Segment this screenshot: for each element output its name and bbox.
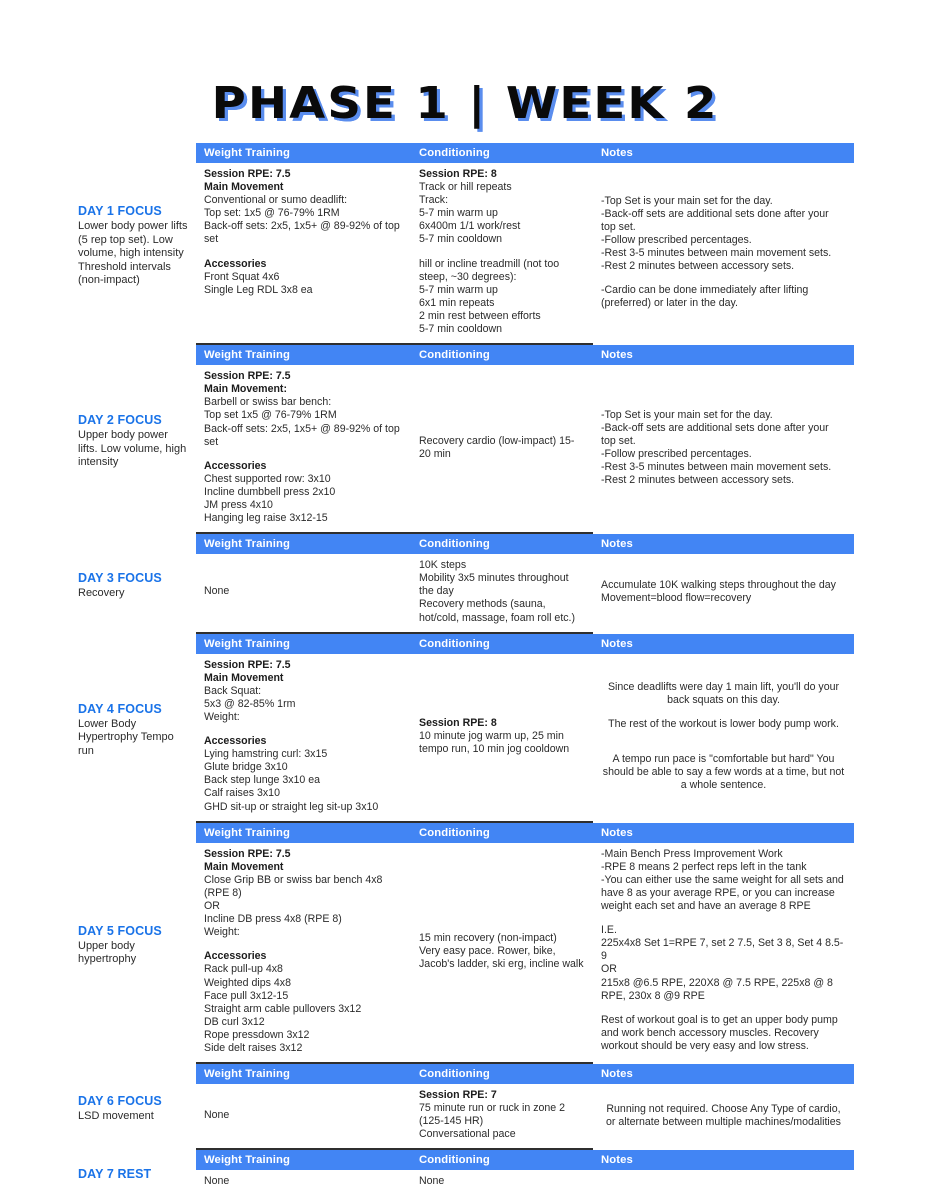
- day-table: [196, 823, 854, 1064]
- day-focus: [78, 534, 196, 601]
- column-header-notes: Notes: [593, 634, 854, 654]
- day-focus-title: DAY 6 FOCUS: [78, 1094, 162, 1109]
- column-header-notes: Notes: [593, 143, 854, 163]
- cell-conditioning: Session RPE: 7 75 minute run or ruck in zone 2 (125-145 HR) Conversational pace: [411, 1084, 593, 1149]
- table-row: [196, 654, 854, 822]
- table-header-row: [196, 143, 854, 163]
- cell-weight-training: Session RPE: 7.5 Main Movement Conventional or sumo deadlift: Top set: 1x5 @ 76-79% 1RM Back-off sets: 2x5, 1x5+ @ 89-92% of top set Accessories Front Squat 4x6 Single Leg RDL 3x8 ea: [196, 163, 411, 344]
- column-header-notes: Notes: [593, 534, 854, 554]
- table-row: [196, 1170, 854, 1195]
- column-header-conditioning: Conditioning: [411, 1064, 593, 1084]
- day-block: [78, 1064, 854, 1150]
- day-focus-description: Upper body hypertrophy: [78, 939, 137, 966]
- cell-notes: [593, 1170, 854, 1195]
- day-table: [196, 1150, 854, 1195]
- cell-conditioning: Session RPE: 8 Track or hill repeats Track: 5-7 min warm up 6x400m 1/1 work/rest 5-7 min cooldown hill or incline treadmill (not too steep, ~30 degrees): 5-7 min warm up 6x1 min repeats 2 min rest between efforts 5-7 min cooldown: [411, 163, 593, 344]
- day-table: [196, 634, 854, 823]
- day-focus-description: Recovery: [78, 587, 125, 600]
- column-header-weight-training: Weight Training: [196, 345, 411, 365]
- day-block: [78, 534, 854, 633]
- day-focus: [78, 1064, 196, 1124]
- day-focus-title: DAY 4 FOCUS: [78, 701, 162, 716]
- cell-conditioning: 10K steps Mobility 3x5 minutes throughout the day Recovery methods (sauna, hot/cold, massage, foam roll etc.): [411, 554, 593, 632]
- cell-notes: Since deadlifts were day 1 main lift, you'll do your back squats on this day. The rest of the workout is lower body pump work. A tempo run pace is "comfortable but hard" You should be able to say a few words at a time, but not a whole sentence.: [602, 680, 845, 792]
- day-focus-title: DAY 7 REST: [78, 1167, 152, 1182]
- table-row: [196, 554, 854, 632]
- day-block: [78, 1150, 854, 1195]
- column-header-conditioning: Conditioning: [411, 143, 593, 163]
- day-focus: [78, 823, 196, 967]
- day-focus-title: DAY 1 FOCUS: [78, 204, 162, 218]
- page-title: PHASE 1 | WEEK 2: [211, 78, 719, 129]
- day-focus-title: DAY 5 FOCUS: [78, 923, 162, 938]
- column-header-weight-training: Weight Training: [196, 823, 411, 843]
- cell-notes: -Main Bench Press Improvement Work -RPE 8 means 2 perfect reps left in the tank -You can either use the same weight for all sets and have 8 as your average RPE, or you can increase weight each set and have an average 8 RPE I.E. 225x4x8 Set 1=RPE 7, set 2 7.5, Set 3 8, Set 4 8.5-9 OR 215x8 @6.5 RPE, 220X8 @ 7.5 RPE, 225x8 @ 8 RPE, 230x 8 @9 RPE Rest of workout goal is to get an upper body pump and work bench accessory muscles. Recovery workout should be very easy and low stress.: [601, 847, 844, 1052]
- day-block: [78, 634, 854, 823]
- cell-conditioning: None: [419, 1175, 445, 1188]
- cell-weight-training: Session RPE: 7.5 Main Movement: Barbell or swiss bar bench: Top set 1x5 @ 76-79% 1RM Back-off sets: 2x5, 1x5+ @ 89-92% of top set Accessories Chest supported row: 3x10 Incline dumbbell press 2x10 JM press 4x10 Hanging leg raise 3x12-15: [196, 365, 411, 533]
- table-header-row: [196, 823, 854, 843]
- day-table: [196, 143, 854, 345]
- day-block: [78, 823, 854, 1064]
- page-title-container: [0, 78, 930, 129]
- column-header-conditioning: Conditioning: [411, 823, 593, 843]
- column-header-conditioning: Conditioning: [411, 1150, 593, 1170]
- table-header-row: [196, 1150, 854, 1170]
- column-header-conditioning: Conditioning: [411, 634, 593, 654]
- week-schedule-grid: [78, 143, 854, 1196]
- column-header-notes: Notes: [593, 823, 854, 843]
- day-table: [196, 534, 854, 633]
- column-header-weight-training: Weight Training: [196, 143, 411, 163]
- day-focus: [78, 1150, 196, 1182]
- column-header-notes: Notes: [593, 345, 854, 365]
- day-focus-description: Lower body power lifts (5 rep top set). Low volume, high intensity Threshold intervals (non-impact): [78, 220, 188, 287]
- column-header-weight-training: Weight Training: [196, 1150, 411, 1170]
- cell-conditioning: Session RPE: 8 10 minute jog warm up, 25 min tempo run, 10 min jog cooldown: [411, 654, 593, 822]
- table-header-row: [196, 634, 854, 654]
- table-header-row: [196, 345, 854, 365]
- cell-notes: Accumulate 10K walking steps throughout the day Movement=blood flow=recovery: [601, 579, 836, 605]
- column-header-notes: Notes: [593, 1064, 854, 1084]
- table-row: [196, 843, 854, 1063]
- day-focus: [78, 345, 196, 470]
- column-header-conditioning: Conditioning: [411, 345, 593, 365]
- table-header-row: [196, 534, 854, 554]
- day-block: [78, 143, 854, 345]
- table-row: [196, 163, 854, 344]
- column-header-weight-training: Weight Training: [196, 534, 411, 554]
- day-block: [78, 345, 854, 534]
- cell-weight-training: Session RPE: 7.5 Main Movement Close Grip BB or swiss bar bench 4x8 (RPE 8) OR Incline DB press 4x8 (RPE 8) Weight: Accessories Rack pull-up 4x8 Weighted dips 4x8 Face pull 3x12-15 Straight arm cable pullovers 3x12 DB curl 3x12 Rope pressdown 3x12 Side delt raises 3x12: [196, 843, 411, 1063]
- day-table: [196, 345, 854, 534]
- table-row: [196, 365, 854, 533]
- cell-notes: -Top Set is your main set for the day. -Back-off sets are additional sets done after your top set. -Follow prescribed percentages. -Rest 3-5 minutes between main movement sets. -Rest 2 minutes between accessory sets. -Cardio can be done immediately after lifting (preferred) or later in the day.: [601, 194, 832, 310]
- column-header-weight-training: Weight Training: [196, 1064, 411, 1084]
- cell-notes: Running not required. Choose Any Type of cardio, or alternate between multiple machines/modalities: [606, 1102, 841, 1128]
- cell-conditioning: Recovery cardio (low-impact) 15-20 min: [411, 365, 593, 533]
- cell-weight-training: None: [204, 1175, 230, 1188]
- cell-notes: -Top Set is your main set for the day. -Back-off sets are additional sets done after your top set. -Follow prescribed percentages. -Rest 3-5 minutes between main movement sets. -Rest 2 minutes between accessory sets.: [601, 408, 832, 487]
- cell-conditioning: 15 min recovery (non-impact) Very easy pace. Rower, bike, Jacob's ladder, ski erg, incline walk: [411, 843, 593, 1063]
- day-focus-description: Upper body power lifts. Low volume, high intensity: [78, 429, 187, 469]
- cell-weight-training: None: [196, 1084, 411, 1149]
- day-table: [196, 1064, 854, 1150]
- day-focus: [78, 634, 196, 759]
- day-focus-title: DAY 2 FOCUS: [78, 413, 162, 428]
- column-header-conditioning: Conditioning: [411, 534, 593, 554]
- cell-weight-training: None: [196, 554, 411, 632]
- day-focus-description: LSD movement: [78, 1110, 154, 1123]
- day-focus: [78, 143, 196, 288]
- day-focus-title: DAY 3 FOCUS: [78, 571, 162, 586]
- column-header-weight-training: Weight Training: [196, 634, 411, 654]
- cell-weight-training: Session RPE: 7.5 Main Movement Back Squat: 5x3 @ 82-85% 1rm Weight: Accessories Lying hamstring curl: 3x15 Glute bridge 3x10 Back step lunge 3x10 ea Calf raises 3x10 GHD sit-up or straight leg sit-up 3x10: [196, 654, 411, 822]
- column-header-notes: Notes: [593, 1150, 854, 1170]
- table-header-row: [196, 1064, 854, 1084]
- table-row: [196, 1084, 854, 1149]
- day-focus-description: Lower Body Hypertrophy Tempo run: [78, 717, 174, 757]
